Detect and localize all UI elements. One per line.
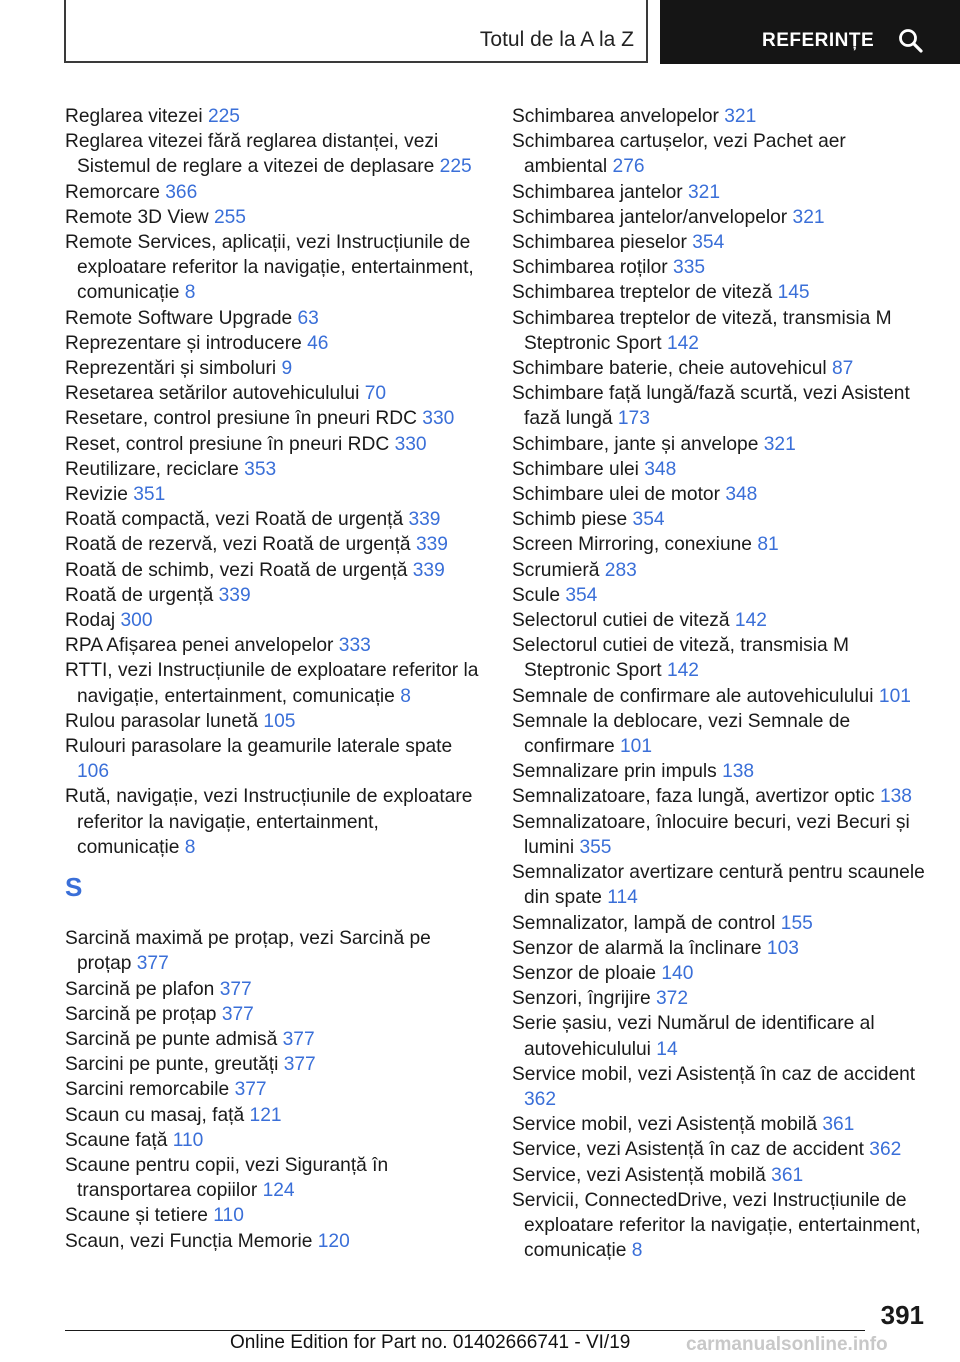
index-entry [65,1077,485,1102]
references-tab-label: REFERINȚE [762,30,875,51]
index-entry-text: Semnalizator avertizare centură pentru scaunele din spate [512,862,925,909]
page-link[interactable]: 348 [644,458,677,480]
page-link[interactable]: 339 [415,534,448,556]
page-link[interactable]: 339 [412,559,445,581]
index-entry [512,381,932,431]
page-number: 391 [880,1300,924,1330]
index-entry [65,180,485,205]
index-entry [65,356,485,381]
index-entry [512,759,932,784]
index-entry-text: Scaune și tetiere [65,1205,208,1227]
page-link[interactable]: 354 [692,232,725,254]
section-title: Totul de la A la Z [479,28,634,51]
page-link[interactable]: 377 [219,978,252,1000]
index-entry-text: Scaun cu masaj, față [65,1104,245,1126]
index-entry [512,936,932,961]
index-entry-text: Schimbarea pieselor [512,232,687,254]
footer-edition: Online Edition for Part no. 01402666741 - VI/19 [230,1332,631,1353]
page-link[interactable]: 377 [234,1079,267,1101]
index-entry [65,1203,485,1228]
index-entry [65,381,485,406]
index-entry-text: Reglarea vitezei [65,106,203,127]
index-entry [512,633,932,683]
page-link[interactable]: 321 [792,206,825,228]
index-entry-text: Sarcină pe punte admisă [65,1028,278,1050]
page-link[interactable]: 321 [688,181,721,203]
index-entry-text: Semnalizatoare, înlocuire becuri, vezi Becuri și lumini [512,811,910,858]
page-link[interactable]: 366 [165,181,198,203]
page-link[interactable]: 110 [213,1205,244,1227]
index-entry [65,658,485,708]
index-entry [512,709,932,759]
index-entry-text: Schimbare ulei [512,458,639,480]
index-entry [65,608,485,633]
page-link[interactable]: 377 [282,1028,315,1050]
index-entry-text: Senzor de alarmă la înclinare [512,937,762,959]
index-entry-text: Semnalizare prin impuls [512,761,717,783]
index-entry [512,961,932,986]
index-entry-text: Service, vezi Asistență mobilă [512,1164,766,1186]
page-link[interactable]: 225 [439,156,472,178]
index-entry [512,1163,932,1188]
page-link[interactable]: 255 [213,206,246,228]
index-entry [65,1002,485,1027]
index-column-left [65,104,485,1254]
index-entry-text: Selectorul cutiei de viteză [512,610,730,632]
index-entry-text: Senzor de ploaie [512,962,657,984]
index-list-right [512,104,932,1263]
index-entry [512,558,932,583]
index-entry [512,608,932,633]
index-entry [512,482,932,507]
index-entry [512,356,932,381]
index-entry-text: Senzori, îngrijire [512,988,651,1010]
index-entry [512,784,932,809]
index-entry [512,1062,932,1112]
index-entry-text: Schimbarea anvelopelor [512,106,719,127]
page-link[interactable]: 372 [655,988,688,1010]
index-entry [512,583,932,608]
index-entry-text: Service mobil, vezi Asistență în caz de accident [512,1063,916,1085]
page-link[interactable]: 142 [666,660,699,682]
page-link[interactable]: 138 [722,761,755,783]
page-link[interactable]: 276 [612,156,645,178]
index-entry-text: Reprezentări și simboluri [65,358,277,380]
index-entry-text: Schimb piese [512,509,628,531]
index-entry-text: Remote Software Upgrade [65,307,293,329]
index-entry-text: Service, vezi Asistență în caz de accident [512,1139,864,1161]
search-icon[interactable] [898,28,924,54]
index-entry [512,457,932,482]
index-entry [65,331,485,356]
index-entry-text: Rodaj [65,610,116,632]
index-entry [65,1153,485,1203]
index-entry-text: Remote 3D View [65,206,209,228]
page-link[interactable]: 63 [297,307,319,329]
index-entry [65,205,485,230]
page-link[interactable]: 106 [77,761,110,783]
watermark: carmanualsonline.info [686,1334,888,1355]
index-column-right [512,104,932,1263]
index-entry [512,280,932,305]
page-link[interactable]: 105 [263,710,296,732]
page-link[interactable]: 330 [394,433,427,455]
index-entry-text: Schimbarea jantelor/anvelopelor [512,206,788,228]
page-link[interactable]: 321 [724,106,757,127]
index-entry [65,633,485,658]
index-entry-text: Roată compactă, vezi Roată de urgență [65,509,404,531]
index-entry-text: Resetarea setărilor autovehiculului [65,383,360,405]
index-entry-text: Scaun, vezi Funcția Memorie [65,1230,313,1252]
index-entry-text: Semnalizator, lampă de control [512,912,776,934]
index-entry [512,306,932,356]
index-entry-text: Rută, navigație, vezi Instrucțiunile de exploatare referitor la navigație, entertainment, comunicație [65,786,473,858]
page-link[interactable]: 361 [822,1114,855,1136]
page-link[interactable]: 362 [869,1139,902,1161]
index-entry [512,432,932,457]
page-link[interactable]: 355 [579,836,612,858]
index-entry-text: Serie șasiu, vezi Numărul de identificare al autovehiculului [512,1013,875,1060]
index-entry-text: RPA Afișarea penei anvelopelor [65,635,334,657]
page-link[interactable]: 142 [734,610,767,632]
index-entry-text: Rulouri parasolare la geamurile laterale spate [65,736,453,758]
index-entry-text: Scaune pentru copii, vezi Siguranță în transportarea copiilor [65,1154,389,1202]
page-link[interactable]: 101 [619,736,652,758]
index-entry [512,684,932,709]
index-entry [512,104,932,129]
page-link[interactable]: 124 [262,1180,295,1202]
index-entry [65,583,485,608]
page-link[interactable]: 87 [832,358,854,380]
page-link[interactable]: 339 [218,584,251,606]
page-link[interactable]: 354 [632,509,665,531]
page-link[interactable]: 321 [763,433,796,455]
page-link[interactable]: 351 [133,484,166,506]
index-entry [65,457,485,482]
page-link[interactable]: 8 [631,1240,643,1262]
index-entry-text: Scule [512,584,560,606]
page-link[interactable]: 140 [661,962,694,984]
index-entry [512,860,932,910]
index-entry [512,205,932,230]
page-link[interactable]: 225 [207,106,240,127]
index-entry-text: Reprezentare și introducere [65,332,302,354]
index-entry-text: Remorcare [65,181,160,203]
index-list-r [65,104,485,860]
page-header [0,0,960,66]
page-link[interactable]: 114 [607,887,638,909]
index-entry [65,1128,485,1153]
index-entry-text: Sarcină maximă pe proțap, vezi Sarcină pe proțap [65,928,431,975]
index-entry-text: Schimbare baterie, cheie autovehicul [512,358,827,380]
index-entry-text: Sarcină pe proțap [65,1003,217,1025]
index-entry-text: Scrumieră [512,559,600,581]
page-link[interactable]: 377 [283,1054,316,1076]
index-entry-text: Reglarea vitezei fără reglarea distanței, vezi Sistemul de reglare a vitezei de deplasare [65,131,439,178]
index-entry-text: RTTI, vezi Instrucțiunile de exploatare referitor la navigație, entertainment, comunicație [65,660,479,707]
page-link[interactable]: 361 [771,1164,804,1186]
page-link[interactable]: 8 [184,282,196,304]
index-entry [512,1137,932,1162]
index-entry [65,129,485,179]
index-entry [65,104,485,129]
index-entry-text: Resetare, control presiune în pneuri RDC [65,408,417,430]
page-link[interactable]: 138 [879,786,912,808]
index-entry [65,507,485,532]
page-link[interactable]: 120 [317,1230,350,1252]
index-entry [512,230,932,255]
page-link[interactable]: 110 [172,1129,204,1151]
page-link[interactable]: 339 [408,509,441,531]
index-entry [512,255,932,280]
index-entry [512,810,932,860]
index-entry-text: Schimbarea roților [512,257,668,279]
index-entry [65,1027,485,1052]
index-entry-text: Servicii, ConnectedDrive, vezi Instrucțiunile de exploatare referitor la navigație, entertainment, comunicație [512,1189,921,1262]
index-entry-text: Revizie [65,484,128,506]
index-entry-text: Reutilizare, reciclare [65,458,239,480]
index-entry [65,1052,485,1077]
index-entry [65,709,485,734]
index-entry [65,230,485,306]
index-entry-text: Screen Mirroring, conexiune [512,534,752,556]
index-entry [65,532,485,557]
index-entry [512,986,932,1011]
page-link[interactable]: 348 [725,484,758,506]
page-link[interactable]: 142 [666,332,699,354]
index-entry [512,507,932,532]
index-entry [65,406,485,431]
index-entry-text: Roată de urgență [65,584,214,606]
index-entry [65,734,485,784]
index-entry-text: Sarcină pe plafon [65,978,215,1000]
index-entry [512,1188,932,1264]
page-link[interactable]: 155 [780,912,813,934]
page-link[interactable]: 46 [307,332,329,354]
page-link[interactable]: 9 [281,358,293,380]
index-entry-text: Schimbarea jantelor [512,181,683,203]
index-entry [512,1011,932,1061]
index-entry-text: Semnale de confirmare ale autovehiculului [512,685,874,707]
index-entry-text: Roată de rezervă, vezi Roată de urgență [65,534,411,556]
index-entry [65,926,485,976]
index-entry [512,911,932,936]
section-letter: S [65,872,83,903]
index-entry [65,1229,485,1254]
index-entry [65,784,485,860]
footer-divider [65,1330,865,1331]
page-link[interactable]: 81 [757,534,779,556]
index-entry-text: Semnale la deblocare, vezi Semnale de confirmare [512,710,851,758]
page-link[interactable]: 121 [249,1104,282,1126]
index-entry-text: Scaune față [65,1129,168,1151]
page-link[interactable]: 14 [656,1038,678,1060]
index-entry-text: Sarcini remorcabile [65,1079,230,1101]
page-link[interactable]: 283 [604,559,637,581]
index-entry-text: Remote Services, aplicații, vezi Instrucțiunile de exploatare referitor la navigație, entertainment, comunicație [65,232,474,304]
page-link[interactable]: 362 [524,1088,557,1110]
page-link[interactable]: 145 [777,282,810,304]
page-link[interactable]: 103 [766,937,799,959]
page-link[interactable]: 354 [565,584,598,606]
page-link[interactable]: 8 [184,836,196,858]
index-entry [512,180,932,205]
index-entry-text: Schimbarea treptelor de viteză, transmisia M Steptronic Sport [512,307,892,354]
index-entry [512,532,932,557]
index-entry-text: Semnalizatoare, faza lungă, avertizor optic [512,786,875,808]
index-entry-text: Schimbarea cartușelor, vezi Pachet aer ambiental [512,131,846,178]
page-link[interactable]: 70 [364,383,387,405]
page-link[interactable]: 300 [120,610,153,632]
page-link[interactable]: 101 [878,685,911,707]
page-link[interactable]: 335 [673,257,706,279]
index-entry [512,129,932,179]
index-entry-text: Reset, control presiune în pneuri RDC [65,433,390,455]
page-link[interactable]: 173 [617,408,650,430]
index-entry [65,306,485,331]
page-link[interactable]: 377 [221,1003,254,1025]
page-link[interactable]: 8 [400,685,411,707]
index-entry-text: Schimbarea treptelor de viteză [512,282,773,304]
index-entry [65,1103,485,1128]
index-entry-text: Roată de schimb, vezi Roată de urgență [65,559,408,581]
index-entry-text: Sarcini pe punte, greutăți [65,1054,279,1076]
index-entry-text: Service mobil, vezi Asistență mobilă [512,1114,817,1136]
index-entry-text: Schimbare ulei de motor [512,484,720,506]
references-tab[interactable] [660,0,960,64]
index-entry-text: Selectorul cutiei de viteză, transmisia M Steptronic Sport [512,635,849,682]
index-entry [65,432,485,457]
index-entry [65,482,485,507]
index-entry [65,977,485,1002]
page-link[interactable]: 353 [244,458,277,480]
index-entry [65,558,485,583]
section-title-frame [64,0,648,63]
index-entry [512,1112,932,1137]
index-list-s [65,926,485,1254]
page-link[interactable]: 330 [422,408,455,430]
index-entry-text: Schimbare față lungă/fază scurtă, vezi Asistent fază lungă [512,383,910,430]
page-link[interactable]: 333 [338,635,371,657]
index-entry-text: Rulou parasolar lunetă [65,710,259,732]
page-link[interactable]: 377 [136,953,169,975]
index-entry-text: Schimbare, jante și anvelope [512,433,759,455]
